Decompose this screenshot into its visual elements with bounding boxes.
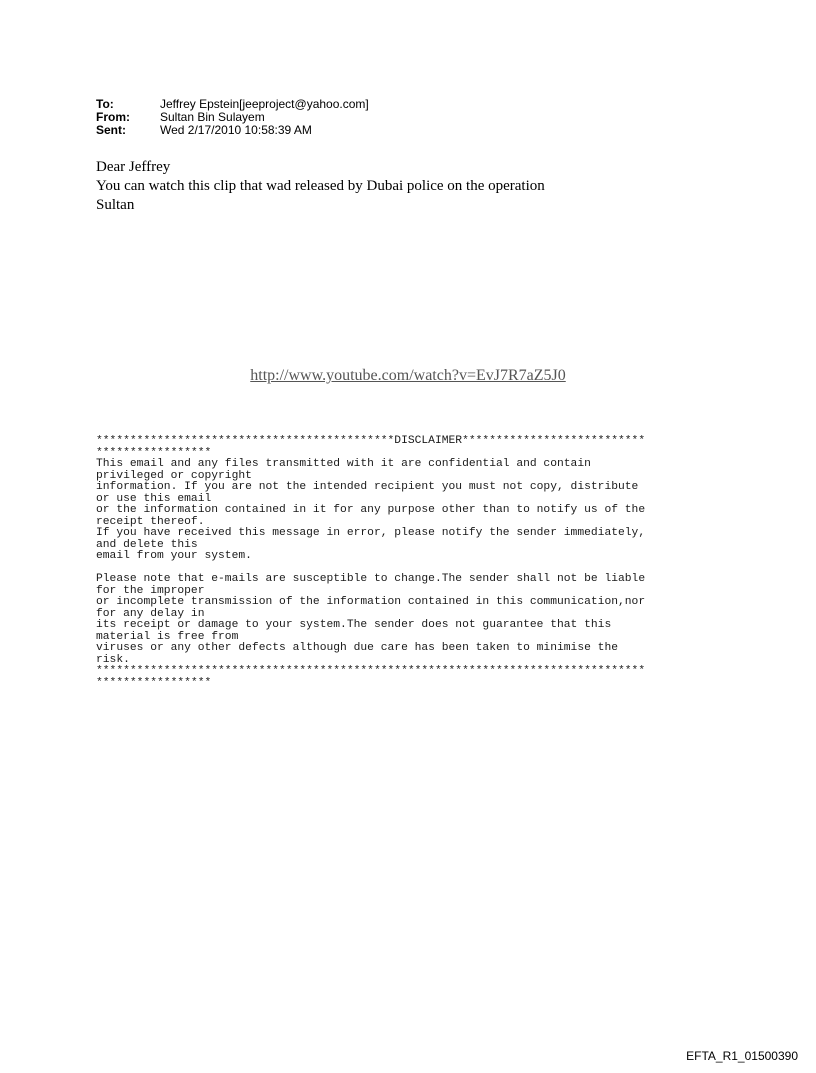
- disclaimer-line: *****************: [96, 676, 212, 689]
- disclaimer-line: ********************************************DISCLAIMER***************************: [96, 435, 646, 447]
- email-body: [96, 158, 545, 215]
- disclaimer-line: This email and any files transmitted with it are confidential and contain: [96, 458, 591, 470]
- disclaimer-line: and delete this: [96, 538, 198, 551]
- disclaimer-line: Please note that e-mails are susceptible to change.The sender shall not be liable: [96, 573, 646, 585]
- disclaimer-line: for any delay in: [96, 607, 205, 620]
- disclaimer-line: or incomplete transmission of the information contained in this communication,nor: [96, 596, 646, 608]
- youtube-link[interactable]: http://www.youtube.com/watch?v=EvJ7R7aZ5J0: [250, 367, 566, 384]
- sent-row: [96, 124, 369, 137]
- from-value: Sultan Bin Sulayem: [160, 110, 265, 124]
- disclaimer-line: or the information contained in it for any purpose other than to notify us of the: [96, 504, 646, 516]
- disclaimer-line: privileged or copyright: [96, 469, 252, 482]
- disclaimer-line: its receipt or damage to your system.The sender does not guarantee that this: [96, 619, 612, 631]
- link-container: [0, 366, 816, 386]
- greeting: Dear Jeffrey: [96, 159, 171, 175]
- disclaimer-line: viruses or any other defects although due care has been taken to minimise the: [96, 642, 619, 654]
- email-header: [96, 98, 369, 137]
- disclaimer-line: for the improper: [96, 584, 205, 597]
- disclaimer-line: email from your system.: [96, 550, 252, 562]
- from-label: From:: [96, 110, 130, 124]
- document-id: EFTA_R1_01500390: [686, 1049, 798, 1063]
- disclaimer-line: information. If you are not the intended recipient you must not copy, distribute: [96, 481, 639, 493]
- disclaimer: [96, 436, 645, 689]
- disclaimer-line: risk.: [96, 653, 130, 666]
- sent-label: Sent:: [96, 123, 126, 137]
- to-label: To:: [96, 97, 114, 111]
- message: You can watch this clip that wad released by Dubai police on the operation: [96, 178, 545, 194]
- to-value: Jeffrey Epstein[jeeproject@yahoo.com]: [160, 97, 369, 111]
- sent-value: Wed 2/17/2010 10:58:39 AM: [160, 123, 312, 137]
- disclaimer-line: or use this email: [96, 492, 212, 505]
- disclaimer-line: If you have received this message in error, please notify the sender immediately,: [96, 527, 646, 539]
- disclaimer-line: *****************: [96, 446, 212, 459]
- disclaimer-line: material is free from: [96, 630, 239, 643]
- disclaimer-line: *********************************************************************************: [96, 665, 646, 677]
- disclaimer-line: receipt thereof.: [96, 515, 205, 528]
- signature: Sultan: [96, 197, 135, 213]
